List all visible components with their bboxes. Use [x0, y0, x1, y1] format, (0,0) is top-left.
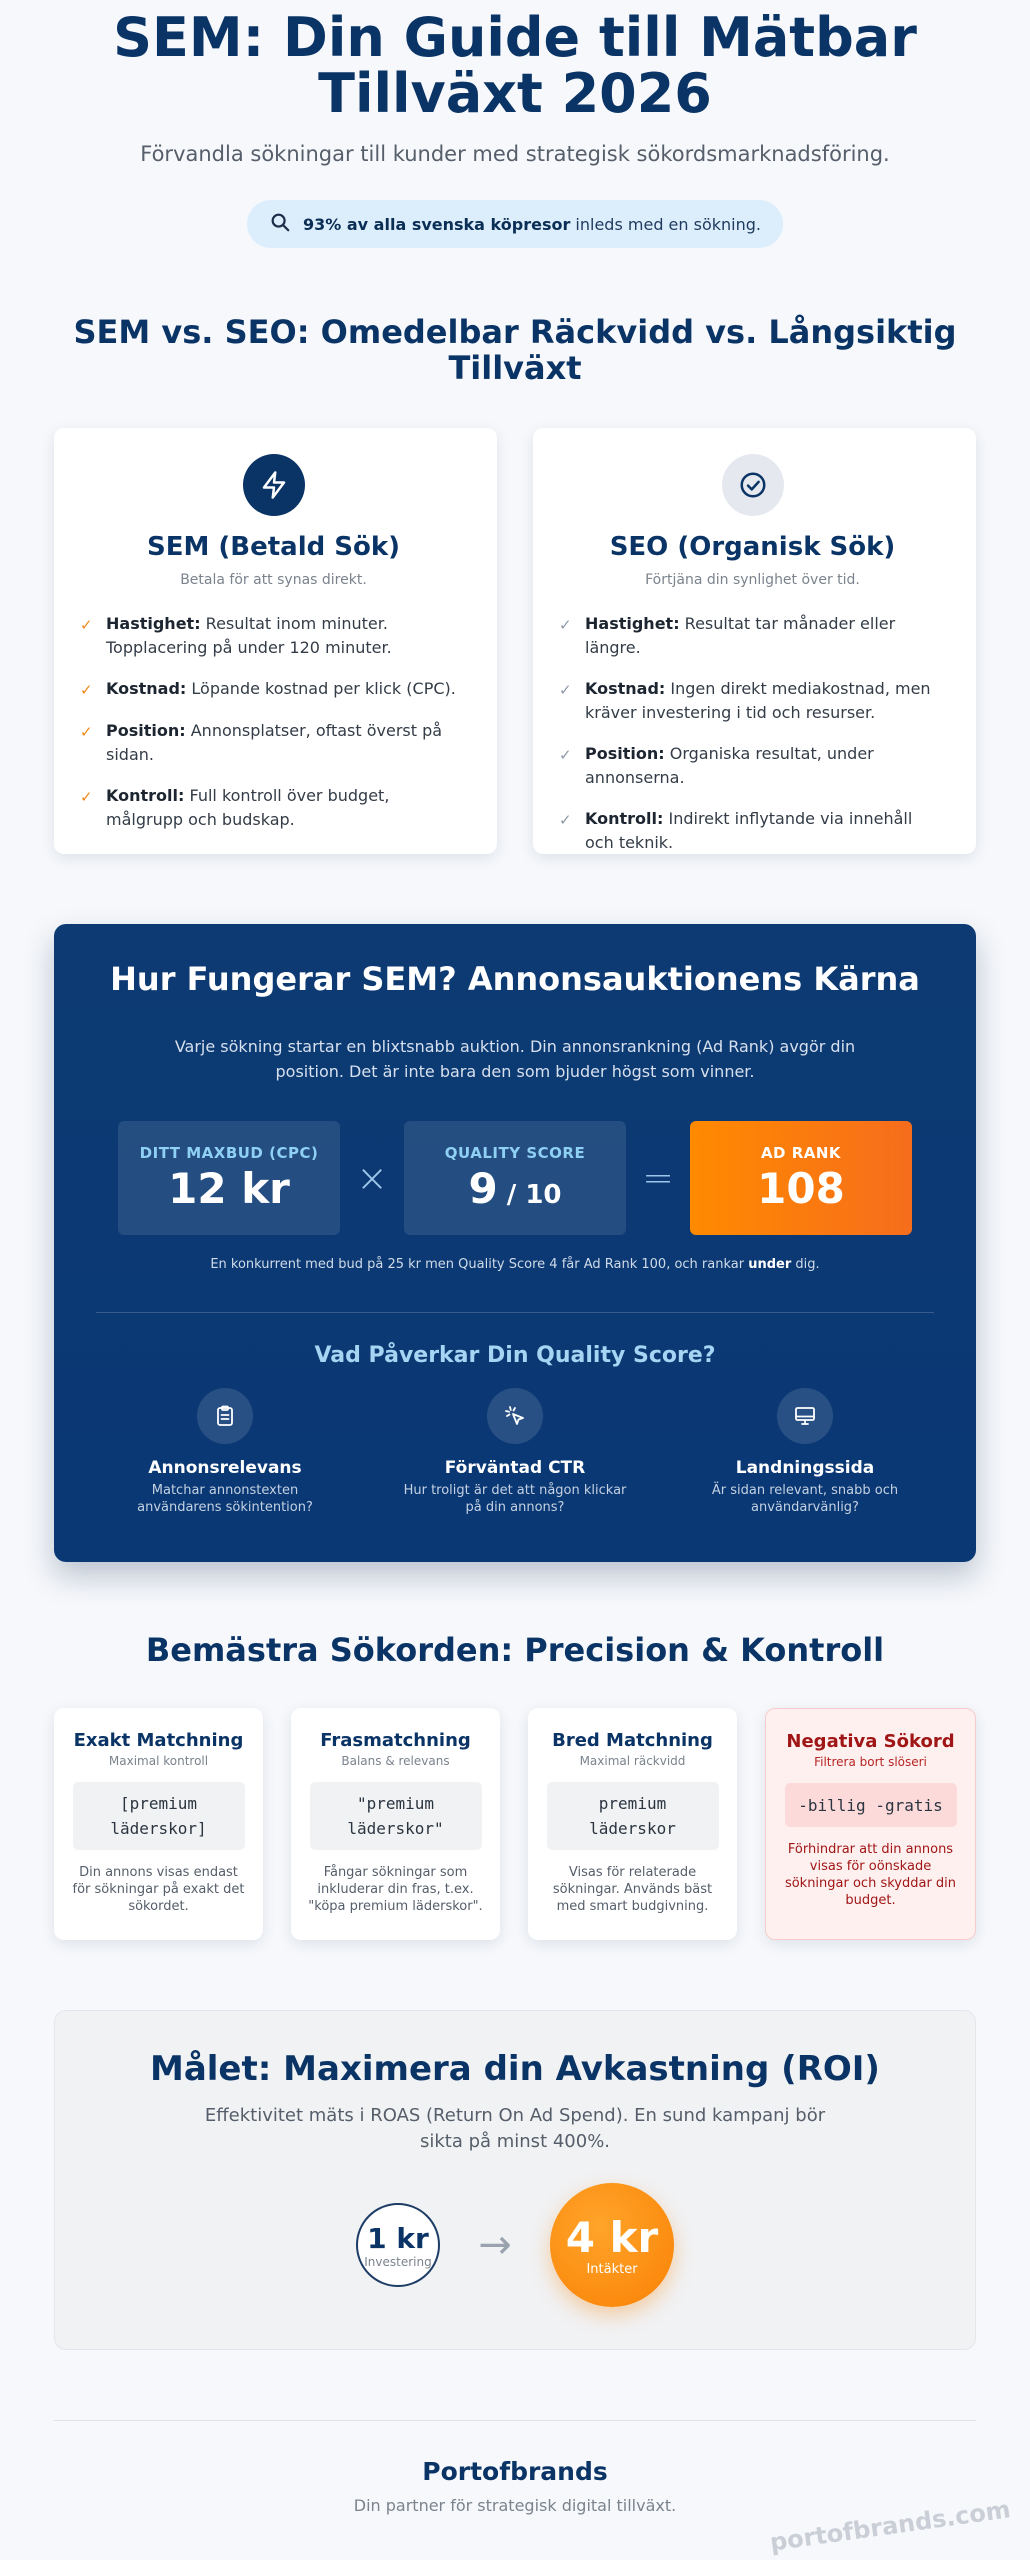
roi-section — [54, 2010, 976, 2350]
check-icon: ✓ — [80, 788, 93, 806]
check-circle-icon — [722, 454, 784, 516]
list-item: ✓ Position: Annonsplatser, oftast överst på sidan. — [80, 719, 467, 767]
list-item: ✓ Kontroll: Indirekt inflytande via innehåll och teknik. — [559, 807, 946, 855]
equals-sign: = — [642, 1156, 674, 1200]
page-title: SEM: Din Guide till Mätbar Tillväxt 2026 — [113, 6, 917, 125]
match-card-exact: Exakt Matchning Maximal kontroll [premium läderskor] Din annons visas endast för sökningar på exakt det sökordet. — [54, 1708, 263, 1940]
cursor-click-icon — [487, 1388, 543, 1444]
check-icon: ✓ — [559, 811, 572, 829]
hero-subtitle: Förvandla sökningar till kunder med strategisk sökordsmarknadsföring. — [140, 142, 890, 166]
quality-factors — [54, 1388, 976, 1516]
times-sign: × — [356, 1156, 388, 1200]
stat-badge — [247, 200, 783, 248]
investment-circle: 1 kr Investering — [356, 2203, 440, 2287]
ad-rank-formula — [54, 1121, 976, 1235]
keywords-title: Bemästra Sökorden: Precision & Kontroll — [145, 1631, 885, 1669]
auction-section — [54, 924, 976, 1562]
seo-tagline: Förtjäna din synlighet över tid. — [645, 572, 860, 588]
lightning-icon — [243, 454, 305, 516]
footer-divider — [54, 2420, 976, 2421]
keyword-example: premium läderskor — [547, 1782, 719, 1850]
search-icon — [269, 211, 291, 237]
auction-note: En konkurrent med bud på 25 kr men Quality Score 4 får Ad Rank 100, och rankar under dig. — [210, 1257, 820, 1272]
footer-brand: Portofbrands — [422, 2457, 608, 2486]
auction-title: Hur Fungerar SEM? Annonsauktionens Kärna — [110, 960, 920, 998]
match-card-negative: Negativa Sökord Filtrera bort slöseri -billig -gratis Förhindrar att din annons visas för oönskade sökningar och skyddar din budget. — [765, 1708, 976, 1940]
list-item: ✓ Kostnad: Löpande kostnad per klick (CPC). — [80, 677, 467, 702]
ad-rank-box: AD RANK 108 — [690, 1121, 912, 1235]
seo-title: SEO (Organisk Sök) — [609, 532, 896, 562]
factor-expected-ctr: Förväntad CTR Hur troligt är det att någon klickar på din annons? — [370, 1388, 660, 1516]
clipboard-icon — [197, 1388, 253, 1444]
hero — [0, 0, 1030, 248]
factor-landing-page: Landningssida Är sidan relevant, snabb och användarvänlig? — [660, 1388, 950, 1516]
max-bid-value: 12 kr — [168, 1163, 290, 1213]
list-item: ✓ Kostnad: Ingen direkt mediakostnad, men kräver investering i tid och resurser. — [559, 677, 946, 725]
divider — [96, 1312, 934, 1313]
roi-flow — [55, 2183, 975, 2307]
factor-ad-relevance: Annonsrelevans Matchar annonstexten användarens sökintention? — [80, 1388, 370, 1516]
sem-list — [80, 612, 467, 832]
watermark: portofbrands.com — [768, 2495, 1013, 2557]
stat-bold: 93% av alla svenska köpresor — [303, 214, 571, 234]
arrow-right-icon: → — [478, 2222, 512, 2268]
check-icon: ✓ — [80, 723, 93, 741]
match-card-broad: Bred Matchning Maximal räckvidd premium läderskor Visas för relaterade sökningar. Används bäst med smart budgivning. — [528, 1708, 737, 1940]
sem-title: SEM (Betald Sök) — [146, 532, 401, 562]
list-item: ✓ Hastighet: Resultat inom minuter. Topplacering på under 120 minuter. — [80, 612, 467, 660]
ad-rank-value: 108 — [757, 1163, 845, 1213]
roi-title: Målet: Maximera din Avkastning (ROI) — [150, 2049, 880, 2089]
keyword-example: -billig -gratis — [785, 1783, 957, 1827]
check-icon: ✓ — [80, 616, 93, 634]
monitor-icon — [777, 1388, 833, 1444]
check-icon: ✓ — [559, 616, 572, 634]
seo-list — [559, 612, 946, 855]
check-icon: ✓ — [80, 681, 93, 699]
auction-intro: Varje sökning startar en blixtsnabb auktion. Din annonsrankning (Ad Rank) avgör din position. Det är inte bara den som bjuder högst som vinner. — [174, 1037, 856, 1081]
roi-description: Effektivitet mäts i ROAS (Return On Ad Spend). En sund kampanj bör sikta på minst 400%. — [204, 2105, 826, 2152]
max-bid-box: DITT MAXBUD (CPC) 12 kr — [118, 1121, 340, 1235]
keyword-example: [premium läderskor] — [73, 1782, 245, 1850]
check-icon: ✓ — [559, 681, 572, 699]
footer-tagline: Din partner för strategisk digital tillväxt. — [353, 2496, 677, 2515]
match-card-phrase: Frasmatchning Balans & relevans "premium läderskor" Fångar sökningar som inkluderar din fras, t.ex. "köpa premium läderskor". — [291, 1708, 500, 1940]
compare-title: SEM vs. SEO: Omedelbar Räckvidd vs. Långsiktig Tillväxt — [73, 313, 957, 387]
list-item: ✓ Kontroll: Full kontroll över budget, målgrupp och budskap. — [80, 784, 467, 832]
quality-score-value: 9 / 10 — [468, 1163, 562, 1213]
keyword-example: "premium läderskor" — [310, 1782, 482, 1850]
list-item: ✓ Hastighet: Resultat tar månader eller längre. — [559, 612, 946, 660]
sem-card — [54, 428, 497, 854]
footer — [0, 2457, 1030, 2515]
seo-card — [533, 428, 976, 854]
compare-section — [0, 428, 1030, 854]
keyword-match-types — [0, 1708, 1030, 1940]
sem-tagline: Betala för att synas direkt. — [180, 572, 367, 588]
list-item: ✓ Position: Organiska resultat, under annonserna. — [559, 742, 946, 790]
check-icon: ✓ — [559, 746, 572, 764]
quality-score-title: Vad Påverkar Din Quality Score? — [314, 1343, 716, 1368]
quality-score-box: QUALITY SCORE 9 / 10 — [404, 1121, 626, 1235]
revenue-circle: 4 kr Intäkter — [550, 2183, 674, 2307]
stat-rest: inleds med en sökning. — [570, 214, 761, 234]
